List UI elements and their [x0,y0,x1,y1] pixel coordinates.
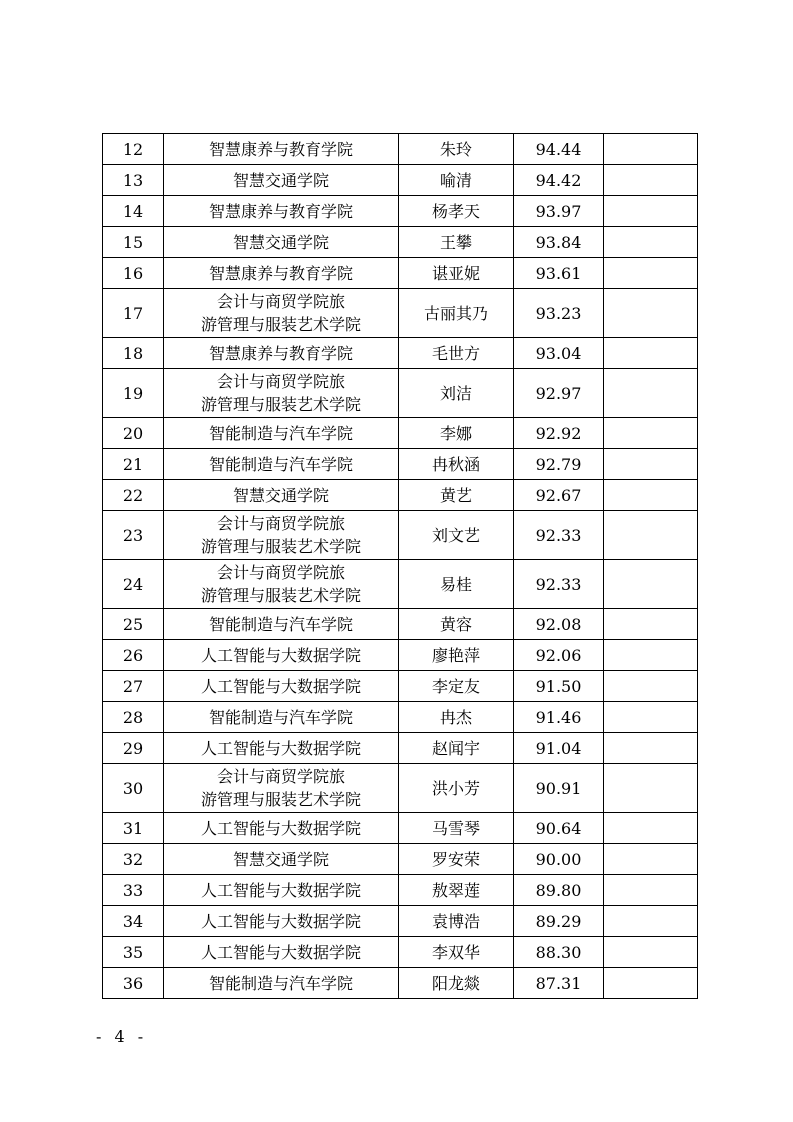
college-cell [164,671,399,702]
student-name-cell: 谌亚妮 [399,258,514,289]
remark-cell [604,813,698,844]
score-cell: 93.23 [514,289,604,338]
remark-cell [604,418,698,449]
college-cell [164,937,399,968]
table-row [103,258,698,289]
remark-cell [604,289,698,338]
row-number-cell: 17 [103,289,164,338]
college-cell [164,813,399,844]
college-name-line: 会计与商贸学院旅 [216,292,345,311]
score-table [102,133,698,999]
remark-cell [604,227,698,258]
remark-cell [604,258,698,289]
college-name-line: 智慧康养与教育学院 [208,263,353,283]
college-name-line: 人工智能与大数据学院 [200,645,361,665]
score-cell: 91.50 [514,671,604,702]
student-name-cell: 朱玲 [399,134,514,165]
remark-cell [604,906,698,937]
college-name-line: 游管理与服装艺术学院 [200,395,361,414]
remark-cell [604,733,698,764]
college-cell [164,480,399,511]
score-cell: 87.31 [514,968,604,999]
student-name-cell: 黄艺 [399,480,514,511]
college-cell [164,968,399,999]
row-number-cell: 34 [103,906,164,937]
row-number-cell: 33 [103,875,164,906]
score-cell: 88.30 [514,937,604,968]
row-number-cell: 35 [103,937,164,968]
table-row [103,511,698,560]
row-number-cell: 19 [103,369,164,418]
college-name-line: 会计与商贸学院旅 [216,372,345,391]
student-name-cell: 敖翠莲 [399,875,514,906]
score-cell: 92.92 [514,418,604,449]
remark-cell [604,609,698,640]
score-cell: 90.91 [514,764,604,813]
row-number-cell: 14 [103,196,164,227]
college-cell [164,511,399,560]
score-cell: 92.79 [514,449,604,480]
table-row [103,227,698,258]
college-cell [164,338,399,369]
row-number-cell: 20 [103,418,164,449]
table-row [103,640,698,671]
score-cell: 93.97 [514,196,604,227]
row-number-cell: 22 [103,480,164,511]
row-number-cell: 13 [103,165,164,196]
college-name-line: 智慧康养与教育学院 [208,139,353,159]
row-number-cell: 18 [103,338,164,369]
score-cell: 94.44 [514,134,604,165]
student-name-cell: 赵闻宇 [399,733,514,764]
score-cell: 92.33 [514,511,604,560]
college-name-line: 游管理与服装艺术学院 [200,790,361,809]
college-name-line: 智能制造与汽车学院 [208,454,353,474]
student-name-cell: 毛世方 [399,338,514,369]
remark-cell [604,338,698,369]
student-name-cell: 罗安荣 [399,844,514,875]
college-cell [164,418,399,449]
row-number-cell: 15 [103,227,164,258]
table-row [103,134,698,165]
college-name-line: 智慧康养与教育学院 [208,201,353,221]
college-name-line: 智能制造与汽车学院 [208,973,353,993]
remark-cell [604,968,698,999]
score-cell: 90.00 [514,844,604,875]
remark-cell [604,937,698,968]
row-number-cell: 27 [103,671,164,702]
table-row [103,764,698,813]
college-name-line: 智慧康养与教育学院 [208,343,353,363]
table-body [103,134,698,999]
table-row [103,844,698,875]
score-cell: 89.80 [514,875,604,906]
remark-cell [604,844,698,875]
remark-cell [604,640,698,671]
table-row [103,813,698,844]
row-number-cell: 21 [103,449,164,480]
row-number-cell: 30 [103,764,164,813]
row-number-cell: 31 [103,813,164,844]
student-name-cell: 李定友 [399,671,514,702]
college-cell [164,196,399,227]
college-name-line: 游管理与服装艺术学院 [200,315,361,334]
college-name-line: 智慧交通学院 [232,849,329,869]
college-cell [164,844,399,875]
college-name-line: 会计与商贸学院旅 [216,563,345,582]
college-cell [164,764,399,813]
college-cell [164,134,399,165]
college-cell [164,289,399,338]
table-row [103,165,698,196]
remark-cell [604,134,698,165]
score-cell: 93.84 [514,227,604,258]
table-row [103,702,698,733]
table-row [103,937,698,968]
college-name-line: 会计与商贸学院旅 [216,514,345,533]
remark-cell [604,511,698,560]
college-cell [164,609,399,640]
row-number-cell: 25 [103,609,164,640]
table-row [103,560,698,609]
remark-cell [604,560,698,609]
remark-cell [604,480,698,511]
college-name-line: 智慧交通学院 [232,232,329,252]
remark-cell [604,671,698,702]
row-number-cell: 23 [103,511,164,560]
college-name-line: 人工智能与大数据学院 [200,818,361,838]
college-name-line: 人工智能与大数据学院 [200,942,361,962]
college-cell [164,369,399,418]
college-cell [164,258,399,289]
remark-cell [604,196,698,227]
college-name-line: 智能制造与汽车学院 [208,614,353,634]
student-name-cell: 马雪琴 [399,813,514,844]
college-name-line: 人工智能与大数据学院 [200,880,361,900]
table-row [103,418,698,449]
college-cell [164,733,399,764]
college-name-line: 游管理与服装艺术学院 [200,586,361,605]
score-cell: 89.29 [514,906,604,937]
college-cell [164,560,399,609]
table-row [103,906,698,937]
student-name-cell: 杨孝天 [399,196,514,227]
score-cell: 92.97 [514,369,604,418]
college-cell [164,875,399,906]
table-row [103,369,698,418]
student-name-cell: 李娜 [399,418,514,449]
score-cell: 92.08 [514,609,604,640]
row-number-cell: 26 [103,640,164,671]
score-cell: 91.04 [514,733,604,764]
table-row [103,609,698,640]
college-name-line: 智慧交通学院 [232,485,329,505]
student-name-cell: 王攀 [399,227,514,258]
row-number-cell: 12 [103,134,164,165]
remark-cell [604,764,698,813]
remark-cell [604,449,698,480]
college-cell [164,906,399,937]
score-cell: 92.06 [514,640,604,671]
student-name-cell: 冉秋涵 [399,449,514,480]
college-name-line: 游管理与服装艺术学院 [200,537,361,556]
college-name-line: 人工智能与大数据学院 [200,676,361,696]
college-name-line: 智能制造与汽车学院 [208,707,353,727]
table-row [103,875,698,906]
table-row [103,449,698,480]
remark-cell [604,875,698,906]
score-cell: 93.61 [514,258,604,289]
college-cell [164,640,399,671]
score-cell: 91.46 [514,702,604,733]
score-cell: 93.04 [514,338,604,369]
student-name-cell: 刘洁 [399,369,514,418]
college-name-line: 会计与商贸学院旅 [216,767,345,786]
college-cell [164,227,399,258]
remark-cell [604,165,698,196]
row-number-cell: 36 [103,968,164,999]
student-name-cell: 李双华 [399,937,514,968]
college-name-line: 人工智能与大数据学院 [200,738,361,758]
table-row [103,671,698,702]
score-cell: 94.42 [514,165,604,196]
page-number: - 4 - [96,1027,148,1046]
college-name-line: 人工智能与大数据学院 [200,911,361,931]
score-cell: 92.33 [514,560,604,609]
student-name-cell: 易桂 [399,560,514,609]
student-name-cell: 古丽其乃 [399,289,514,338]
student-name-cell: 阳龙燚 [399,968,514,999]
student-name-cell: 洪小芳 [399,764,514,813]
score-cell: 90.64 [514,813,604,844]
student-name-cell: 廖艳萍 [399,640,514,671]
table-row [103,196,698,227]
table-row [103,968,698,999]
student-name-cell: 袁博浩 [399,906,514,937]
table-row [103,338,698,369]
row-number-cell: 24 [103,560,164,609]
remark-cell [604,369,698,418]
row-number-cell: 16 [103,258,164,289]
row-number-cell: 32 [103,844,164,875]
college-name-line: 智能制造与汽车学院 [208,423,353,443]
college-cell [164,165,399,196]
college-name-line: 智慧交通学院 [232,170,329,190]
row-number-cell: 28 [103,702,164,733]
student-name-cell: 刘文艺 [399,511,514,560]
remark-cell [604,702,698,733]
score-cell: 92.67 [514,480,604,511]
student-name-cell: 黄容 [399,609,514,640]
student-name-cell: 冉杰 [399,702,514,733]
table-row [103,289,698,338]
college-cell [164,702,399,733]
table-row [103,480,698,511]
student-name-cell: 喻清 [399,165,514,196]
row-number-cell: 29 [103,733,164,764]
table-row [103,733,698,764]
college-cell [164,449,399,480]
